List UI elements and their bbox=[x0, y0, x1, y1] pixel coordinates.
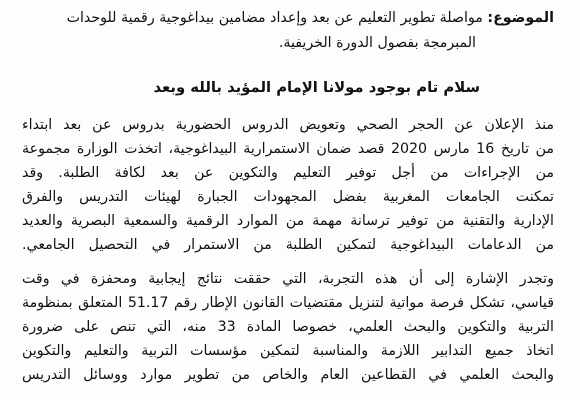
paragraph-2-line: والبحث العلمي في القطاعين العام والخاص من تطوير موارد ووسائل التدريس bbox=[22, 367, 554, 383]
paragraph-1-line: الإدارية والتقنية من توفير ترسانة مهمة من الموارد الرقمية والسمعية البصرية والعديد bbox=[22, 213, 554, 229]
paragraph-2-line: اتخاذ جميع التدابير اللازمة والمناسبة لتمكين مؤسسات التربية والتعليم والتكوين bbox=[22, 343, 554, 359]
paragraph-1-line: من الدعامات البيداغوجية لتمكين الطلبة من الاستمرار في التحصيل الجامعي. bbox=[22, 237, 554, 253]
paragraph-1-line: منذ الإعلان عن الحجر الصحي وتعويض الدروس الحضورية بدروس عن بعد ابتداء bbox=[22, 117, 554, 133]
subject-text-1: مواصلة تطوير التعليم عن بعد وإعداد مضامين بيداغوجية رقمية للوحدات bbox=[66, 10, 483, 26]
paragraph-1-line: تمكنت الجامعات المغربية بفضل المجهودات الجبارة لهيئات التدريس والفرق bbox=[22, 189, 554, 205]
subject-text-2: المبرمجة بفصول الدورة الخريفية. bbox=[278, 35, 476, 51]
salutation: سلام تام بوجود مولانا الإمام المؤيد بالله وبعد bbox=[153, 79, 480, 96]
paragraph-2-line: قياسي، تشكل فرصة مواتية لتنزيل مقتضيات القانون الإطار رقم 51.17 المتعلق بمنظومة bbox=[22, 295, 554, 311]
paragraph-2-line: وتجدر الإشارة إلى أن هذه التجربة، التي حققت نتائج إيجابية ومحفزة في وقت bbox=[22, 271, 554, 287]
paragraph-1-line: من الإجراءات من أجل توفير التعليم والتكوين عن بعد لكافة الطلبة. وقد bbox=[22, 165, 554, 181]
paragraph-2-line: التربية والتكوين والبحث العلمي، خصوصا المادة 33 منه، التي تنص على ضرورة bbox=[22, 319, 554, 335]
subject-line bbox=[22, 8, 554, 28]
subject-label: الموضوع: bbox=[487, 10, 554, 26]
paragraph-1-line: من تاريخ 16 مارس 2020 قصد ضمان الاستمرارية البيداغوجية، اتخذت الوزارة مجموعة bbox=[22, 141, 554, 157]
